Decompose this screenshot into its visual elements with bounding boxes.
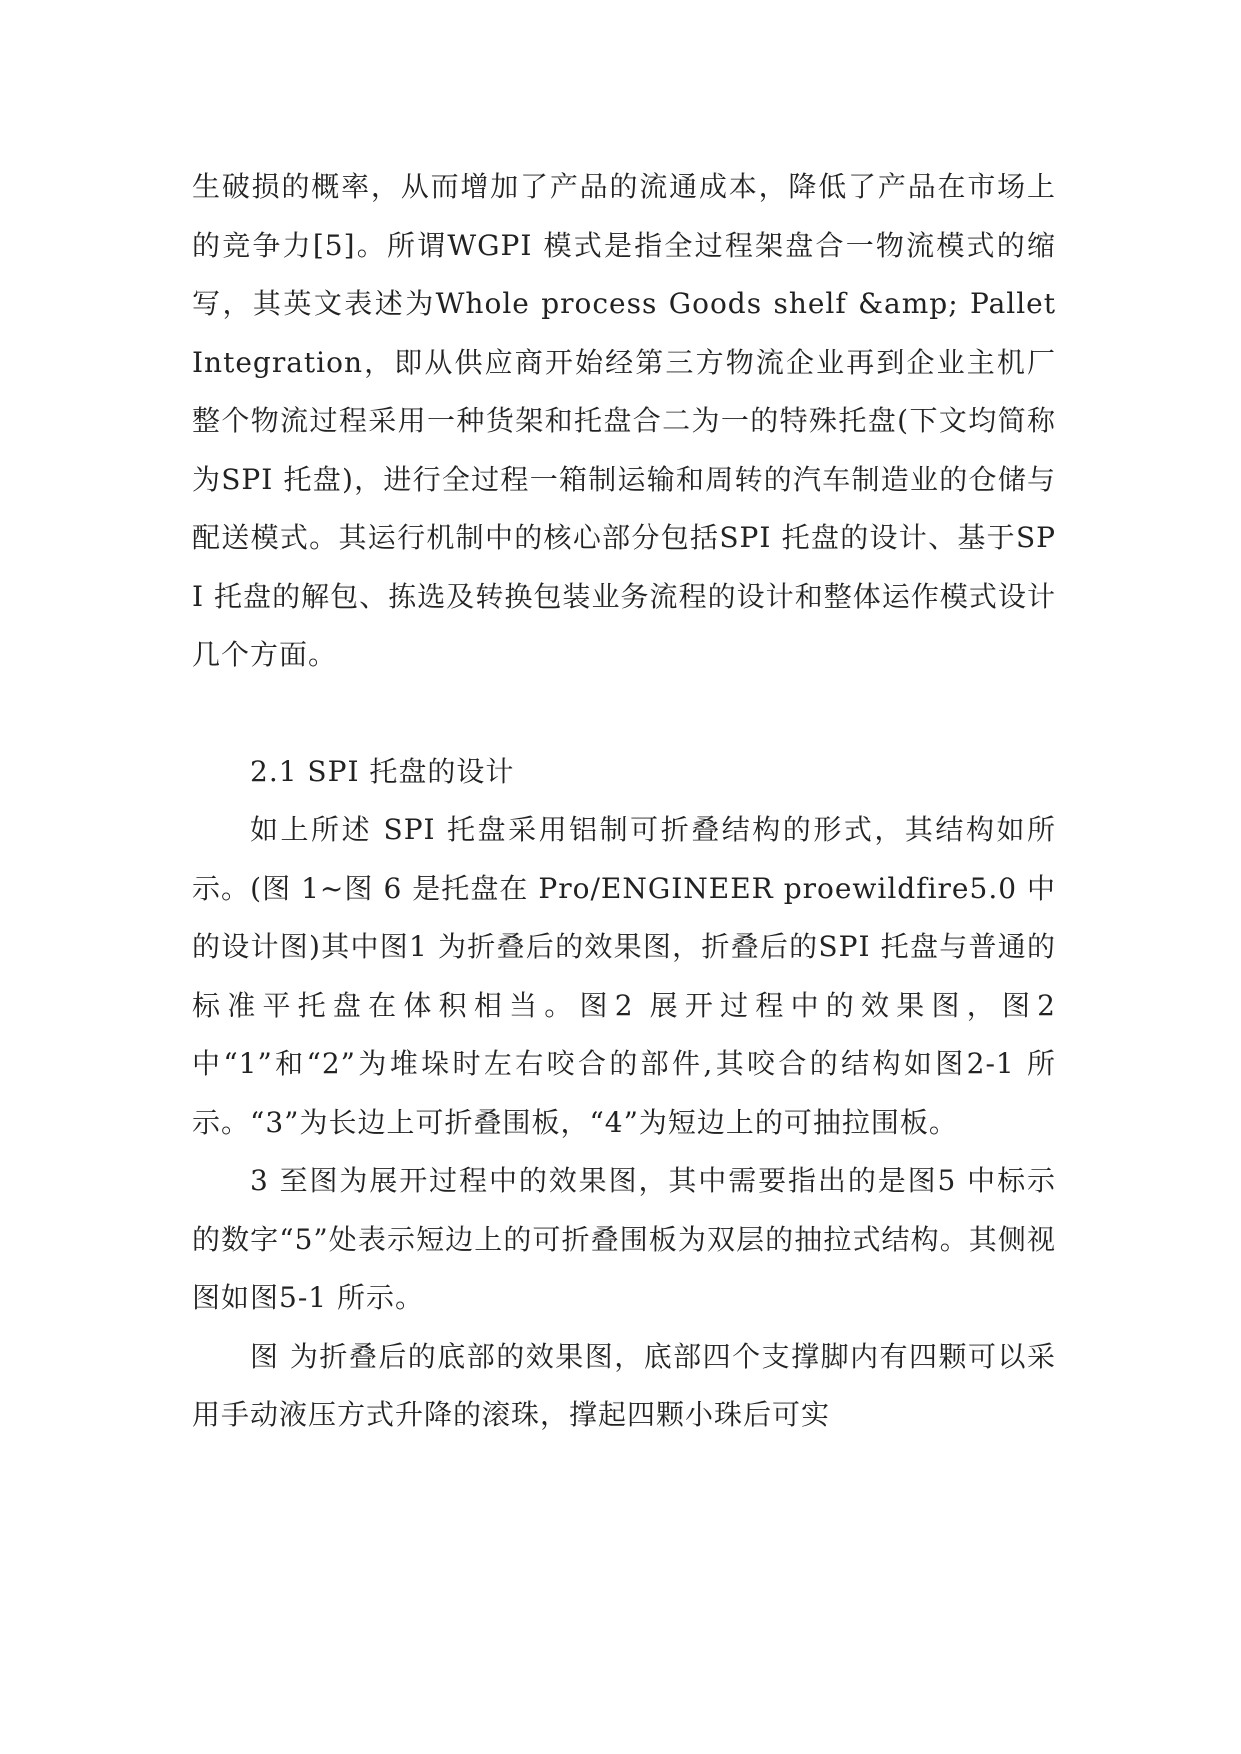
paragraph-wgpi-intro: 生破损的概率，从而增加了产品的流通成本，降低了产品在市场上的竞争力[5]。所谓WGPI 模式是指全过程架盘合一物流模式的缩写，其英文表述为Whole process Goods shelf &amp; Pallet Integration，即从供应商开始经第三方物流企业再到企业主机厂整个物流过程采用一种货架和托盘合二为一的特殊托盘(下文均简称为SPI 托盘)，进行全过程一箱制运输和周转的汽车制造业的仓储与配送模式。其运行机制中的核心部分包括SPI 托盘的设计、基于SPI 托盘的解包、拣选及转换包装业务流程的设计和整体运作模式设计几个方面。 [192, 170, 1056, 671]
paragraph-spi-structure: 如上所述 SPI 托盘采用铝制可折叠结构的形式，其结构如所示。(图 1~图 6 是托盘在 Pro/ENGINEER proewildfire5.0 中的设计图)其中图1 为折叠后的效果图，折叠后的SPI 托盘与普通的标准平托盘在体积相当。图2 展开过程中的效果图，图2 中“1”和“2”为堆垛时左右咬合的部件,其咬合的结构如图2-1 所示。“3”为长边上可折叠围板，“4”为短边上的可抽拉围板。 [192, 813, 1056, 1139]
paragraph-expand-process: 3 至图为展开过程中的效果图，其中需要指出的是图5 中标示的数字“5”处表示短边上的可折叠围板为双层的抽拉式结构。其侧视图如图5-1 所示。 [192, 1164, 1056, 1314]
document-page [192, 158, 1056, 1445]
paragraph-gap [192, 685, 1056, 743]
paragraph-bottom-view: 图 为折叠后的底部的效果图，底部四个支撑脚内有四颗可以采用手动液压方式升降的滚珠，撑起四颗小珠后可实 [192, 1339, 1056, 1431]
section-heading-2-1: 2.1 SPI 托盘的设计 [250, 754, 515, 788]
